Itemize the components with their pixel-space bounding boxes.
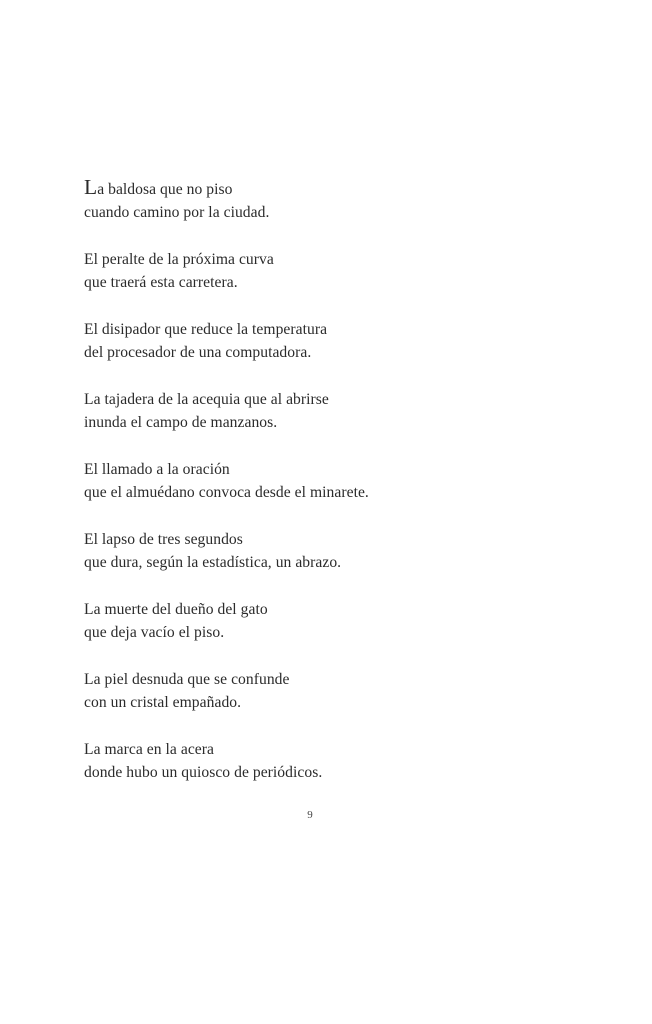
poem-line: cuando camino por la ciudad. <box>84 204 270 221</box>
stanza-9 <box>84 738 604 784</box>
stanza-3 <box>84 318 604 364</box>
poem-line: El peralte de la próxima curva <box>84 251 274 268</box>
stanza-1 <box>84 176 604 224</box>
poem <box>84 176 604 784</box>
poem-line: del procesador de una computadora. <box>84 344 312 361</box>
poem-line: con un cristal empañado. <box>84 694 242 711</box>
poem-line: inunda el campo de manzanos. <box>84 414 278 431</box>
stanza-6 <box>84 528 604 574</box>
stanza-5 <box>84 458 604 504</box>
poem-line: El lapso de tres segundos <box>84 531 243 548</box>
stanza-7 <box>84 598 604 644</box>
first-line-text: a baldosa que no piso <box>97 181 233 198</box>
stanza-4 <box>84 388 604 434</box>
poem-line: El disipador que reduce la temperatura <box>84 321 328 338</box>
poem-line: que deja vacío el piso. <box>84 624 225 641</box>
poem-line: El llamado a la oración <box>84 461 230 478</box>
page-number: 9 <box>307 809 313 821</box>
poem-line: La piel desnuda que se confunde <box>84 671 290 688</box>
poem-line: donde hubo un quiosco de periódicos. <box>84 764 323 781</box>
poem-line: que dura, según la estadística, un abrazo. <box>84 554 342 571</box>
poem-line: La marca en la acera <box>84 741 214 758</box>
poem-line: que traerá esta carretera. <box>84 274 238 291</box>
poem-line: La muerte del dueño del gato <box>84 601 268 618</box>
poem-line <box>84 176 604 201</box>
poem-line: que el almuédano convoca desde el minarete. <box>84 484 369 501</box>
poem-line: La tajadera de la acequia que al abrirse <box>84 391 329 408</box>
stanza-2 <box>84 248 604 294</box>
drop-cap: L <box>84 175 98 199</box>
stanza-8 <box>84 668 604 714</box>
